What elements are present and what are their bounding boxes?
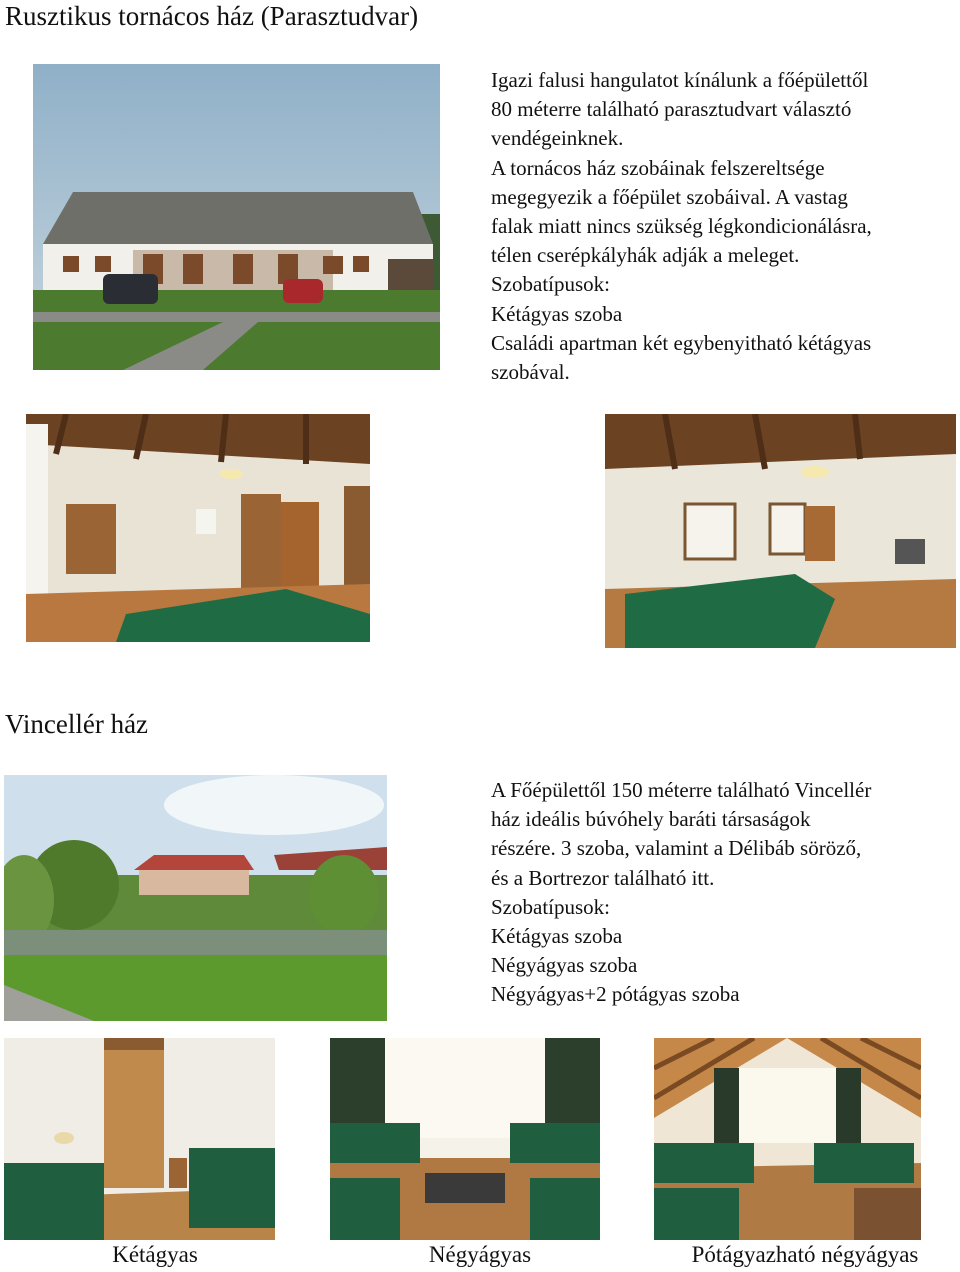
text-line: Szobatípusok: [491,272,610,297]
caption-extra-bed-room: Pótágyazható négyágyas [691,1242,919,1267]
four-bed-room-photo [330,1038,600,1240]
text-line: megegyezik a főépület szobáival. A vastag [491,184,848,209]
section-title-parasztudvar: Rusztikus tornácos ház (Parasztudvar) [5,1,419,31]
text-line: szobával. [491,360,570,385]
text-line: Négyágyas+2 pótágyas szoba [491,982,740,1007]
text-line: vendégeinknek. [491,126,624,151]
farmhouse-room-photo-1 [26,414,370,642]
text-line: ház ideális búvóhely baráti társaságok [491,807,811,832]
extra-bed-four-bed-room-photo [654,1038,921,1240]
text-line: télen cserépkályhák adják a meleget. [491,243,800,268]
text-line: részére. 3 szoba, valamint a Délibáb söröző, [491,836,862,861]
farmhouse-exterior-photo [33,64,440,370]
text-line: Szobatípusok: [491,894,610,919]
section-title-vincaller-haz: Vincellér ház [5,709,149,739]
parasztudvar-description [491,66,872,387]
text-line: A Főépülettől 150 méterre található Vincellér [491,778,872,802]
text-line: falak miatt nincs szükség légkondicionálásra, [491,214,872,239]
text-line: Igazi falusi hangulatot kínálunk a főépülettől [491,68,869,92]
text-line: 80 méterre található parasztudvart választó [491,97,852,122]
caption-double-room: Kétágyas [112,1242,198,1267]
vinceller-house-lake-photo [4,775,387,1021]
text-line: és a Bortrezor található itt. [491,865,715,890]
double-room-photo [4,1038,275,1240]
text-line: Négyágyas szoba [491,953,638,978]
vinceller-description [491,776,871,1010]
text-line: Kétágyas szoba [491,301,623,326]
farmhouse-room-photo-2 [605,414,956,648]
caption-four-bed-room: Négyágyas [428,1242,532,1267]
text-line: A tornácos ház szobáinak felszereltsége [491,155,825,180]
text-line: Családi apartman két egybenyitható kétágyas [491,330,872,355]
text-line: Kétágyas szoba [491,924,623,949]
